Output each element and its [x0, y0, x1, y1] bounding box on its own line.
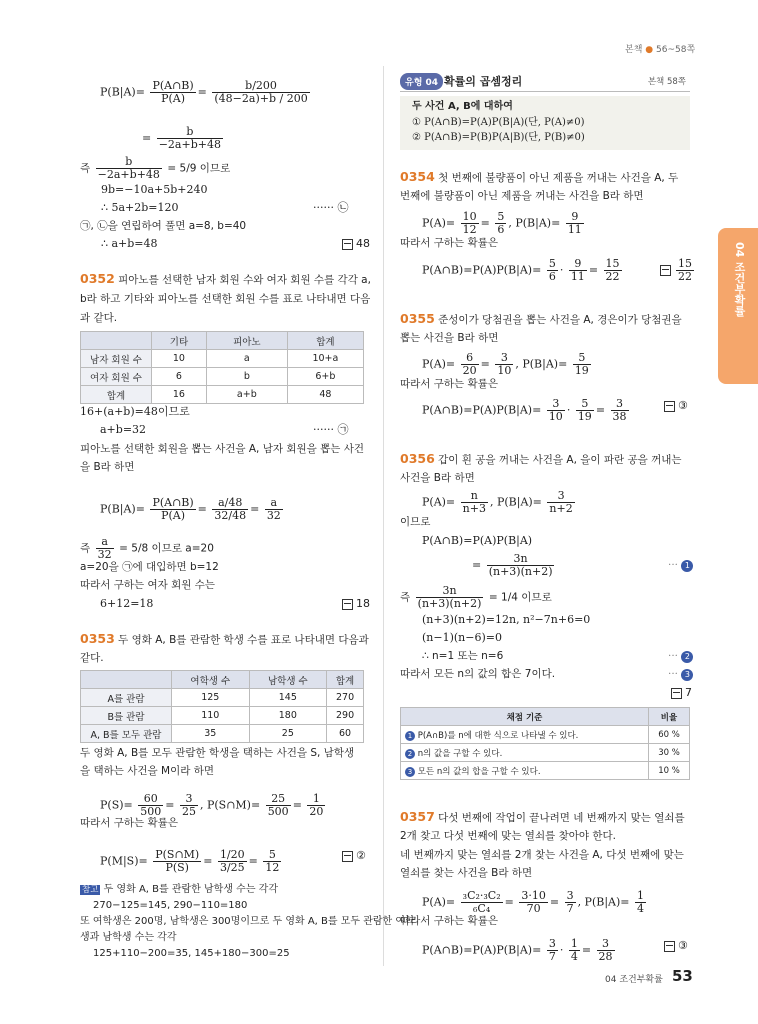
problem-0355-text-1: 0355 준성이가 당첨권을 뽑는 사건을 A, 경은이가 당첨권을 — [400, 311, 682, 326]
grading-table: 채점 기준 비율 1 P(A∩B)를 n에 대한 식으로 나타낼 수 있다. 60 % 2 n의 값을 구할 수 있다. 30 % 3 모든 n의 값의 합을 구할 수 있다. 10 % — [400, 707, 690, 780]
s355-1: P(A)= $\frac{6}{20}$ = $\frac{3}{10}$ , P(B|A)= $\frac{5}{19}$ — [422, 351, 589, 377]
s354-1: P(A)= $\frac{10}{12}$ = $\frac{5}{6}$ , P(B|A)= $\frac{9}{11}$ — [422, 210, 582, 236]
eq-top-4: 9b=−10a+5b+240 — [101, 183, 208, 196]
s352-3: 피아노를 선택한 회원을 뽑는 사건을 A, 남자 회원을 뽑는 사건 — [80, 443, 364, 455]
answer-0356: 7 — [671, 686, 692, 700]
note-0353-2: 270−125=145, 290−110=180 — [93, 900, 248, 911]
s356-3: P(A∩B)=P(A)P(B|A) — [422, 534, 533, 547]
grade-3-icon: 3 — [405, 767, 415, 777]
grade-2-icon: 2 — [405, 749, 415, 759]
header-ref: 본책 — [625, 45, 643, 55]
s357-1: P(A)= $\frac{\text{₃C₂·₃C₂}}{\text{₆C₄}}$ = $\frac{3\cdot 10}{70}$ = $\frac{3}{7}$ , P(B|A)= $\frac{1}{4}$ — [422, 889, 644, 915]
note-0353-4: 생과 남학생 수는 각각 — [80, 932, 177, 943]
problem-number-0357: 0357 — [400, 809, 435, 824]
s356-8: ∴ n=1 또는 n=6 — [422, 650, 504, 662]
note-0353-5: 125+110−200=35, 145+180−300=25 — [93, 948, 290, 959]
s356-5: 즉 $\frac{3n}{(n+3)(n+2)}$ = 1/4 이므로 — [400, 584, 552, 610]
formula-box-line1: ① P(A∩B)=P(A)P(B|A)(단, P(A)≠0) — [412, 117, 585, 128]
side-tab-label: 04 조건부확률 — [733, 242, 746, 317]
s352-9: 6+12=18 — [100, 597, 154, 610]
s353-3: P(S)= $\frac{60}{500}$ = $\frac{3}{25}$ , P(S∩M)= $\frac{25}{500}$ = $\frac{1}{20}$ — [100, 792, 324, 818]
s353-1: 두 영화 A, B를 모두 관람한 학생을 택하는 사건을 S, 남학생 — [80, 747, 355, 759]
problem-0354-text-2: 번째에 불량품이 아닌 제품을 꺼내는 사건을 B라 하면 — [400, 190, 644, 202]
problem-0353-text-1: 0353 두 영화 A, B를 관람한 학생 수를 표로 나타내면 다음과 — [80, 631, 369, 646]
s355-3: P(A∩B)=P(A)P(B|A)= $\frac{3}{10}$ · $\frac{5}{19}$ = $\frac{3}{38}$ — [422, 397, 627, 423]
grade-1-icon: 1 — [405, 731, 415, 741]
s356-2: 이므로 — [400, 516, 431, 528]
answer-0351: 48 — [342, 237, 370, 251]
eq-top-2: = $\frac{b}{-2a+b+48}$ — [142, 125, 221, 151]
answer-0353: ② — [342, 849, 366, 863]
problem-0354-text-1: 0354 첫 번째에 불량품이 아닌 제품을 꺼내는 사건을 A, 두 — [400, 169, 679, 184]
s352-7: a=20을 ㉠에 대입하면 b=12 — [80, 561, 219, 573]
problem-0357-text-2: 2개 찾고 다섯 번째에 맞는 열쇠를 찾아야 한다. — [400, 830, 616, 842]
s356-4: = $\frac{3n}{(n+3)(n+2)}$ — [472, 552, 553, 578]
problem-number-0352: 0352 — [80, 271, 115, 286]
problem-0357-text-4: 열쇠를 찾는 사건을 B라 하면 — [400, 867, 533, 879]
problem-number-0353: 0353 — [80, 631, 115, 646]
problem-0357-text-3: 네 번째까지 맞는 열쇠를 2개 찾는 사건을 A, 다섯 번째에 맞는 — [400, 849, 684, 861]
s353-4: 따라서 구하는 확률은 — [80, 817, 178, 829]
s357-3: P(A∩B)=P(A)P(B|A)= $\frac{3}{7}$ · $\frac{1}{4}$ = $\frac{3}{28}$ — [422, 937, 613, 963]
step-2-icon: 2 — [681, 651, 693, 663]
s352-2-tag: ······ ㉠ — [313, 423, 349, 436]
s357-2: 따라서 구하는 확률은 — [400, 915, 498, 927]
formula-box-title: 두 사건 A, B에 대하여 — [412, 101, 513, 112]
problem-0352-text-1: 0352 피아노를 선택한 남자 회원 수와 여자 회원 수를 각각 a, — [80, 271, 371, 286]
answer-0355: ③ — [664, 399, 688, 413]
note-badge: 참고 — [82, 885, 99, 895]
eq-top-6: ㉠, ㉡을 연립하여 풀면 a=8, b=40 — [80, 220, 247, 232]
page-number: 53 — [672, 967, 693, 985]
eq-top-3: 즉 $\frac{b}{-2a+b+48}$ = 5/9 이므로 — [80, 155, 231, 181]
step-1: ··· 1 — [668, 558, 693, 572]
answer-icon — [664, 941, 675, 952]
problem-0356-text-2: 사건을 B라 하면 — [400, 472, 475, 484]
s352-2: a+b=32 — [100, 423, 147, 436]
s356-6: (n+3)(n+2)=12n, n²−7n+6=0 — [422, 613, 591, 626]
step-3-icon: 3 — [681, 669, 693, 681]
answer-0352: 18 — [342, 597, 370, 611]
s356-9: 따라서 모든 n의 값의 합은 7이다. — [400, 668, 556, 680]
s352-4: 을 B라 하면 — [80, 461, 135, 473]
problem-0352-text-3: 과 같다. — [80, 312, 118, 324]
s352-6: 즉 $\frac{a}{32}$ = 5/8 이므로 a=20 — [80, 535, 214, 561]
type-badge: 유형 04 — [400, 73, 443, 90]
problem-number-0356: 0356 — [400, 451, 435, 466]
header-pages: 56~58쪽 — [656, 45, 696, 55]
type-ref: 본책 58쪽 — [647, 77, 686, 87]
answer-icon — [671, 688, 682, 699]
answer-icon — [342, 239, 353, 250]
type-header — [400, 71, 690, 92]
s355-2: 따라서 구하는 확률은 — [400, 378, 498, 390]
s354-2: 따라서 구하는 확률은 — [400, 237, 498, 249]
s352-1: 16+(a+b)=48이므로 — [80, 405, 190, 418]
problem-0353-text-2: 같다. — [80, 652, 104, 664]
answer-icon — [664, 401, 675, 412]
eq-top-1: P(B|A)= $\frac{P(A\cap B)}{P(A)}$ = $\frac{b/200}{(48-2a)+b / 200}$ — [100, 79, 308, 105]
formula-box — [400, 96, 690, 150]
problem-number-0354: 0354 — [400, 169, 435, 184]
chapter-side-tab[interactable] — [718, 228, 758, 384]
answer-0354: $\frac{15}{22}$ — [660, 258, 696, 283]
s352-5: P(B|A)= $\frac{P(A\cap B)}{P(A)}$ = $\frac{a/48}{32/48}$ = $\frac{a}{32}$ — [100, 496, 281, 522]
column-divider — [383, 66, 384, 966]
s353-2: 을 택하는 사건을 M이라 하면 — [80, 765, 214, 777]
s354-3: P(A∩B)=P(A)P(B|A)= $\frac{5}{6}$ · $\frac{9}{11}$ = $\frac{15}{22}$ — [422, 257, 620, 283]
step-3: ··· 3 — [668, 667, 693, 681]
note-0353-1: 참고 두 영화 A, B를 관람한 남학생 수는 각각 — [82, 884, 278, 895]
answer-icon — [342, 599, 353, 610]
problem-0356-text-1: 0356 갑이 흰 공을 꺼내는 사건을 A, 을이 파란 공을 꺼내는 — [400, 451, 682, 466]
footer-chapter: 04 조건부확률 — [605, 975, 663, 985]
formula-box-line2: ② P(A∩B)=P(B)P(A|B)(단, P(B)≠0) — [412, 132, 585, 143]
eq-top-5-tag: ······ ㉡ — [313, 201, 349, 214]
table-0353: 여학생 수 남학생 수 합계 A를 관람 125 145 270 B를 관람 110 180 290 A, B를 모두 관람 35 25 60 — [80, 670, 364, 743]
answer-0357: ③ — [664, 939, 688, 953]
step-2: ··· 2 — [668, 649, 693, 663]
page-header — [625, 42, 695, 55]
eq-top-7: ∴ a+b=48 — [101, 237, 158, 250]
header-dot-icon: ● — [645, 45, 654, 55]
eq-top-5: ∴ 5a+2b=120 — [101, 201, 179, 214]
s352-8: 따라서 구하는 여자 회원 수는 — [80, 579, 216, 591]
problem-0355-text-2: 뽑는 사건을 B라 하면 — [400, 332, 499, 344]
answer-icon — [660, 265, 671, 276]
s353-5: P(M|S)= $\frac{P(S\cap M)}{P(S)}$ = $\frac{1/20}{3/25}$ = $\frac{5}{12}$ — [100, 848, 280, 874]
problem-number-0355: 0355 — [400, 311, 435, 326]
s356-1: P(A)= $\frac{n}{n+3}$ , P(B|A)= $\frac{3}{n+2}$ — [422, 489, 573, 515]
answer-icon — [342, 851, 353, 862]
table-0352: 기타 피아노 합계 남자 회원 수 10 a 10+a 여자 회원 수 6 b 6+b 합계 16 a+b 48 — [80, 331, 364, 404]
type-title: 확률의 곱셈정리 — [444, 75, 523, 88]
problem-0352-text-2: b라 하고 기타와 피아노를 선택한 회원 수를 표로 나타내면 다음 — [80, 293, 371, 305]
s356-7: (n−1)(n−6)=0 — [422, 631, 502, 644]
problem-0357-text-1: 0357 다섯 번째에 작업이 끝나려면 네 번째까지 맞는 열쇠를 — [400, 809, 685, 824]
note-0353-3: 또 여학생은 200명, 남학생은 300명이므로 두 영화 A, B를 모두 관람한 여학 — [80, 916, 415, 927]
step-1-icon: 1 — [681, 560, 693, 572]
